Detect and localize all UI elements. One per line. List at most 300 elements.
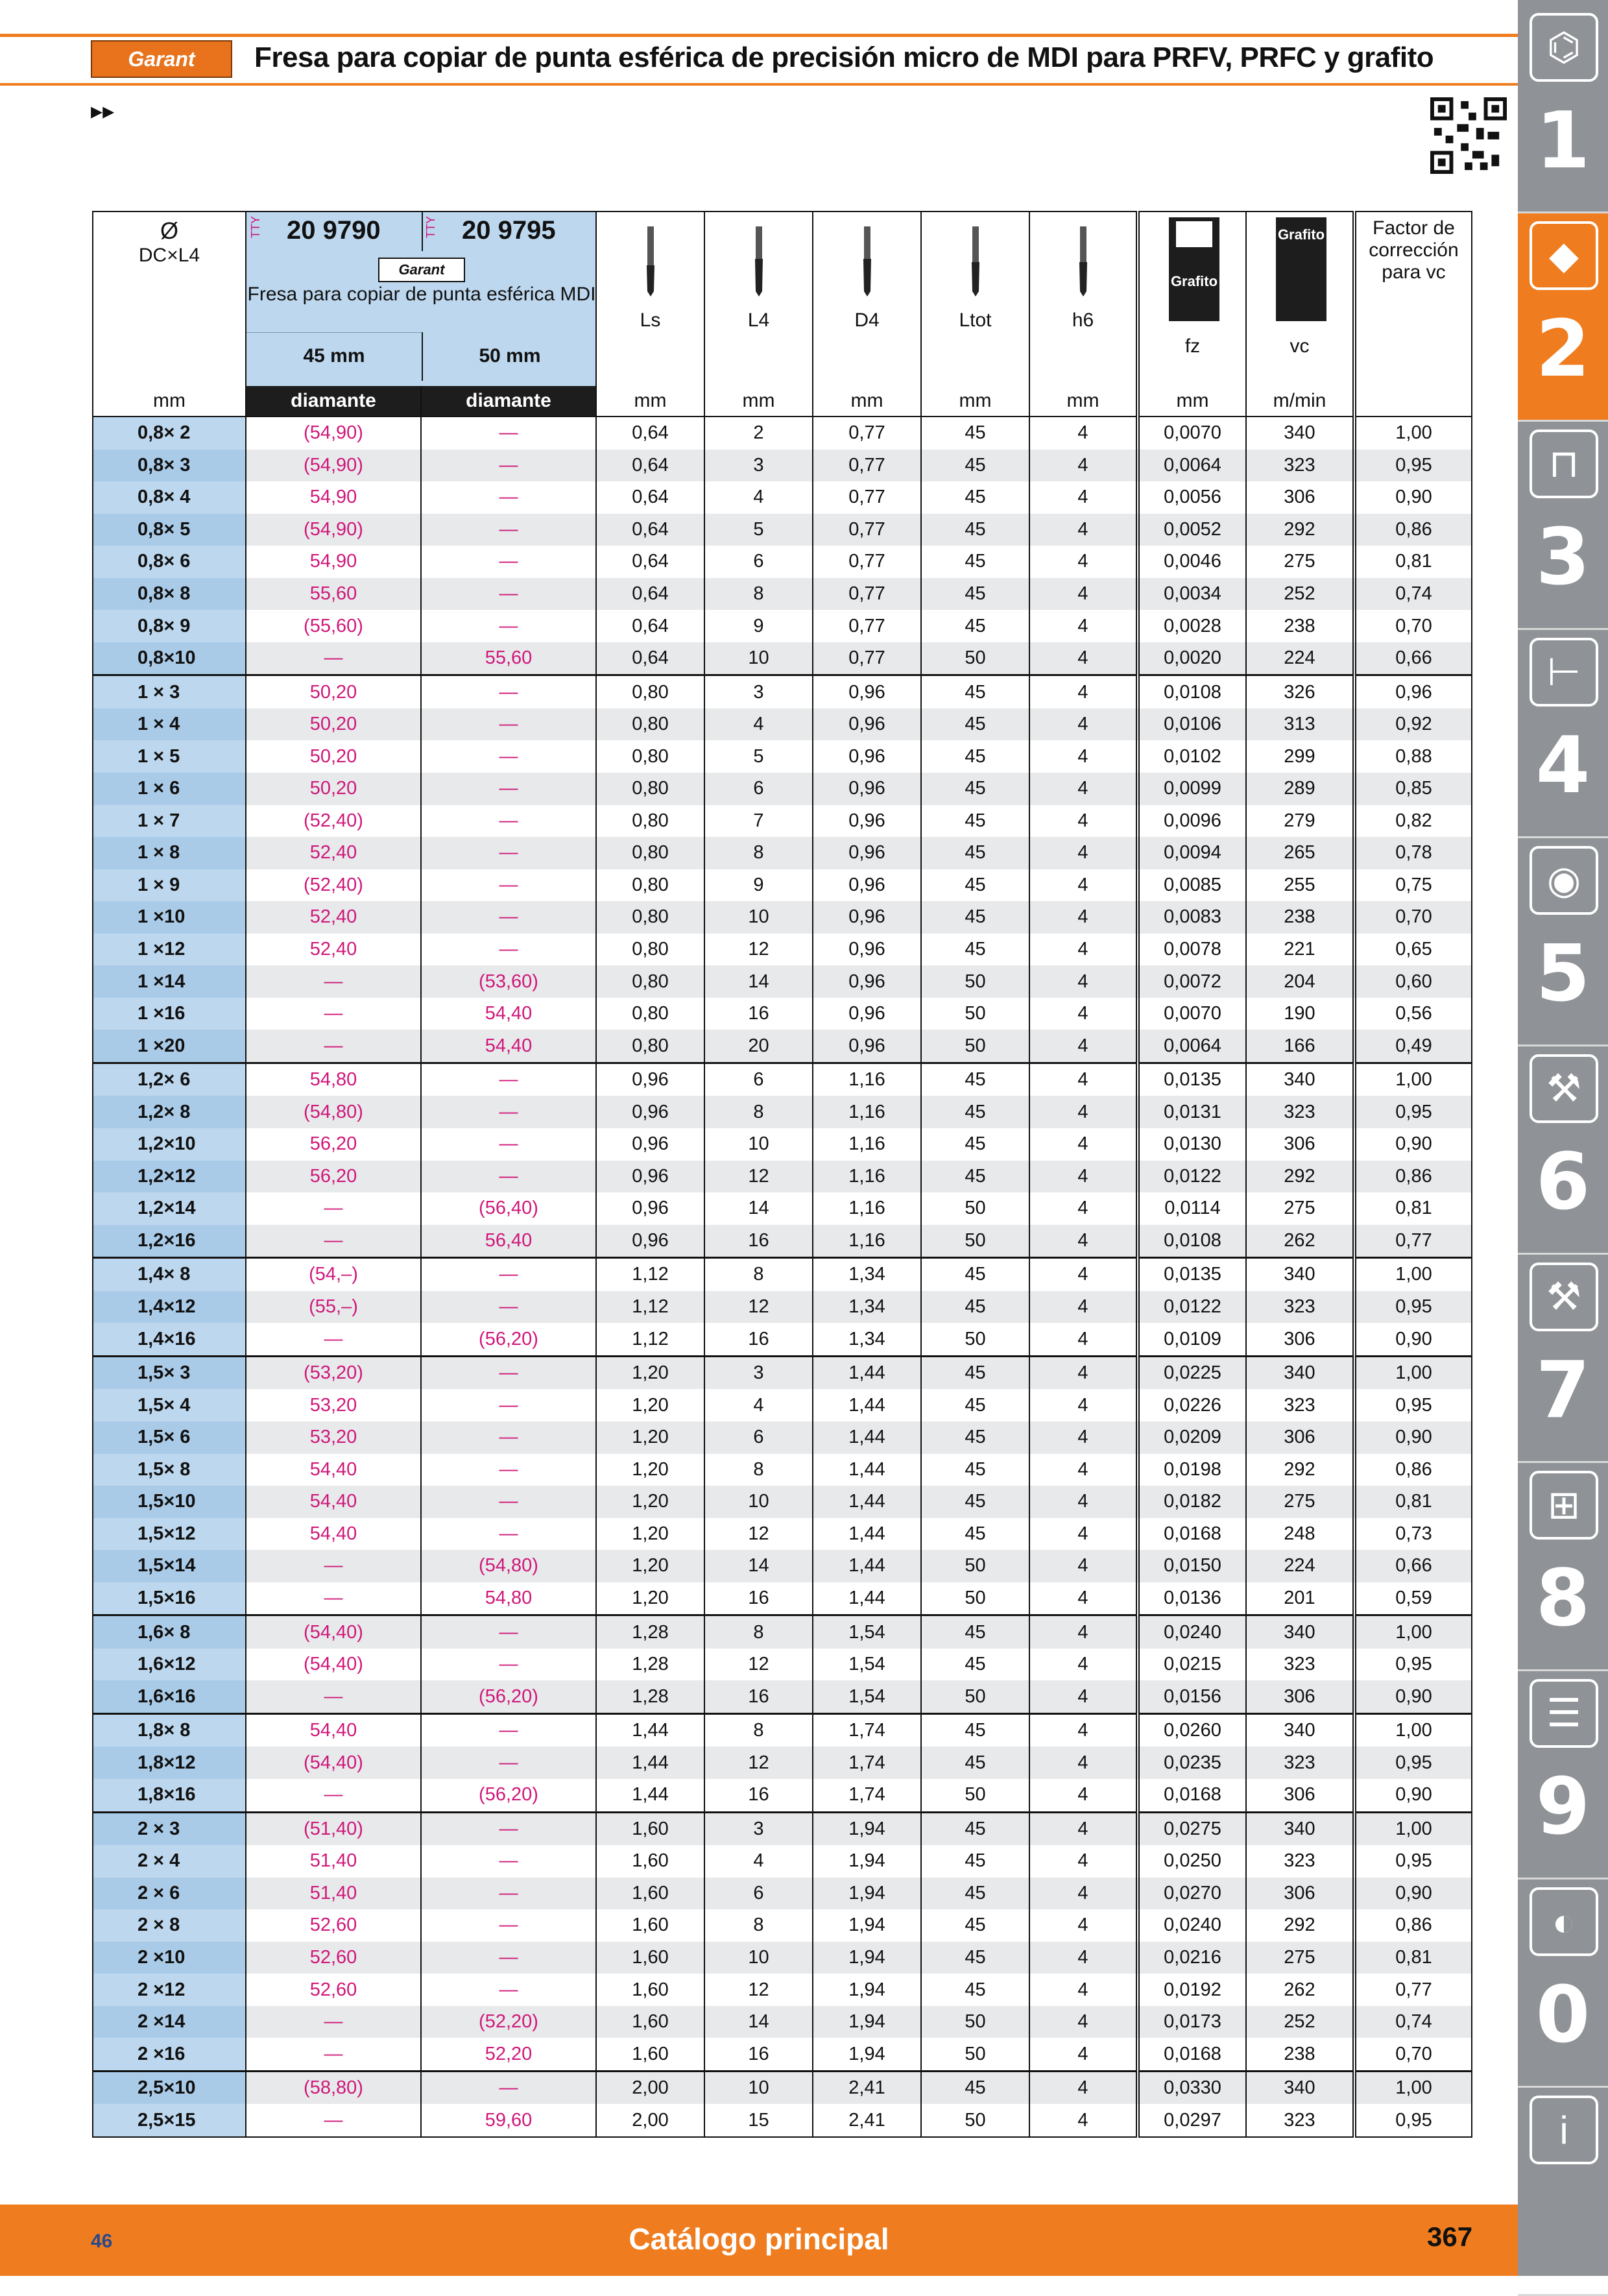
price-cell: 53,20	[246, 1389, 421, 1421]
value-cell: 0,90	[1354, 1323, 1472, 1356]
value-cell: 4	[1029, 1486, 1138, 1518]
value-cell: 4	[1029, 2104, 1138, 2137]
value-cell: 0,70	[1354, 901, 1472, 934]
value-cell: 1,94	[813, 1878, 921, 1910]
value-cell: 0,64	[596, 546, 704, 578]
value-cell: 45	[921, 1845, 1029, 1878]
article-number-209795: 20 9795	[462, 216, 556, 245]
dimension-cell: 1,5×12	[93, 1518, 246, 1551]
unit-ltot: mm	[921, 386, 1029, 417]
price-cell: —	[421, 1063, 596, 1096]
price-cell: —	[421, 1389, 596, 1421]
value-cell: 279	[1246, 805, 1354, 838]
dimension-cell: 1,6×12	[93, 1649, 246, 1681]
table-row	[93, 546, 1472, 578]
value-cell: 4	[1029, 869, 1138, 902]
value-cell: 45	[921, 481, 1029, 514]
wrench-icon: ⚒	[1530, 1054, 1598, 1123]
value-cell: 201	[1246, 1582, 1354, 1615]
value-cell: 1,16	[813, 1225, 921, 1258]
value-cell: 1,44	[813, 1518, 921, 1551]
sidebar-tab-number: 0	[1535, 1970, 1590, 2060]
value-cell: 45	[921, 610, 1029, 642]
price-cell: 54,90	[246, 481, 421, 514]
table-row	[93, 1161, 1472, 1193]
value-cell: 0,70	[1354, 610, 1472, 642]
value-cell: 0,0135	[1138, 1258, 1246, 1291]
value-cell: 0,96	[596, 1128, 704, 1161]
value-cell: 0,80	[596, 998, 704, 1030]
value-cell: 1,94	[813, 1845, 921, 1878]
dimension-cell: 1 × 8	[93, 837, 246, 869]
value-cell: 0,64	[596, 610, 704, 642]
value-cell: 1,34	[813, 1291, 921, 1323]
value-cell: 306	[1246, 1779, 1354, 1812]
page-title: Fresa para copiar de punta esférica de precisión micro de MDI para PRFV, PRFC y grafito	[254, 42, 1434, 73]
value-cell: 16	[704, 998, 813, 1030]
value-cell: 10	[704, 901, 813, 934]
value-cell: 0,0099	[1138, 773, 1246, 805]
price-cell: —	[421, 1878, 596, 1910]
value-cell: 4	[1029, 1518, 1138, 1551]
value-cell: 1,74	[813, 1713, 921, 1746]
value-cell: 4	[1029, 1161, 1138, 1193]
value-cell: 45	[921, 1713, 1029, 1746]
value-cell: 1,94	[813, 1909, 921, 1942]
value-cell: 14	[704, 1550, 813, 1582]
value-cell: 4	[1029, 1291, 1138, 1323]
table-row	[93, 578, 1472, 610]
table-row	[93, 1779, 1472, 1812]
value-cell: 255	[1246, 869, 1354, 902]
dimension-cell: 2 × 3	[93, 1812, 246, 1845]
sidebar-tab-9[interactable]	[1518, 1671, 1608, 1879]
value-cell: 0,96	[813, 708, 921, 741]
price-cell: (56,20)	[421, 1323, 596, 1356]
value-cell: 0,0240	[1138, 1909, 1246, 1942]
sidebar-tab-number: 2	[1535, 304, 1590, 394]
value-cell: 0,75	[1354, 869, 1472, 902]
value-cell: 0,0275	[1138, 1812, 1246, 1845]
price-cell: —	[421, 1258, 596, 1291]
value-cell: 1,12	[596, 1323, 704, 1356]
value-cell: 1,60	[596, 2038, 704, 2071]
value-cell: 0,0173	[1138, 2006, 1246, 2038]
article-number-209790: 20 9790	[287, 216, 381, 245]
value-cell: 0,65	[1354, 934, 1472, 966]
header-articles: TTY 20 9790 TTY 20 9795 Garant Fresa para copiar de punta esférica MDI 45 mm 50 mm	[246, 211, 596, 386]
price-cell: (54,40)	[246, 1615, 421, 1649]
price-cell: (56,40)	[421, 1192, 596, 1225]
price-cell: —	[421, 1096, 596, 1128]
value-cell: 7	[704, 805, 813, 838]
value-cell: 275	[1246, 546, 1354, 578]
table-row	[93, 417, 1472, 450]
price-cell: —	[421, 1845, 596, 1878]
price-cell: 54,40	[246, 1454, 421, 1486]
value-cell: 12	[704, 934, 813, 966]
table-row	[93, 1649, 1472, 1681]
value-cell: 1,20	[596, 1389, 704, 1421]
dimension-cell: 1,4×12	[93, 1291, 246, 1323]
price-cell: 52,40	[246, 837, 421, 869]
value-cell: 45	[921, 1974, 1029, 2006]
price-cell: (52,40)	[246, 805, 421, 838]
value-cell: 4	[1029, 740, 1138, 773]
price-cell: 50,20	[246, 708, 421, 741]
value-cell: 1,20	[596, 1454, 704, 1486]
value-cell: 0,0156	[1138, 1680, 1246, 1713]
table-row	[93, 740, 1472, 773]
price-cell: —	[421, 481, 596, 514]
value-cell: 4	[704, 1389, 813, 1421]
value-cell: 45	[921, 1356, 1029, 1389]
price-cell: —	[246, 2038, 421, 2071]
qr-code-icon	[1430, 97, 1507, 174]
value-cell: 1,44	[813, 1486, 921, 1518]
value-cell: 16	[704, 2038, 813, 2071]
value-cell: 0,95	[1354, 1096, 1472, 1128]
value-cell: 4	[1029, 1812, 1138, 1845]
dimension-cell: 1 ×20	[93, 1030, 246, 1063]
price-cell: —	[246, 1550, 421, 1582]
dimension-cell: 2 ×10	[93, 1942, 246, 1974]
value-cell: 10	[704, 1128, 813, 1161]
dimension-cell: 2,5×10	[93, 2071, 246, 2104]
value-cell: 0,95	[1354, 1746, 1472, 1779]
value-cell: 8	[704, 1258, 813, 1291]
value-cell: 204	[1246, 965, 1354, 998]
value-cell: 50	[921, 642, 1029, 675]
value-cell: 306	[1246, 481, 1354, 514]
price-cell: —	[421, 1812, 596, 1845]
value-cell: 0,0108	[1138, 1225, 1246, 1258]
sidebar-tab-1[interactable]	[1518, 5, 1608, 213]
sidebar-tab-info[interactable]	[1518, 2088, 1608, 2205]
value-cell: 1,20	[596, 1421, 704, 1454]
value-cell: 50	[921, 1030, 1029, 1063]
value-cell: 8	[704, 578, 813, 610]
value-cell: 0,96	[813, 773, 921, 805]
value-cell: 45	[921, 417, 1029, 450]
value-cell: 0,59	[1354, 1582, 1472, 1615]
dimension-cell: 1 ×16	[93, 998, 246, 1030]
value-cell: 0,96	[596, 1096, 704, 1128]
value-cell: 1,60	[596, 1942, 704, 1974]
value-cell: 0,0198	[1138, 1454, 1246, 1486]
value-cell: 0,96	[596, 1063, 704, 1096]
value-cell: 0,78	[1354, 837, 1472, 869]
price-cell: 54,40	[421, 1030, 596, 1063]
value-cell: 1,44	[813, 1421, 921, 1454]
value-cell: 0,77	[813, 450, 921, 482]
price-cell: —	[421, 1421, 596, 1454]
price-cell: —	[246, 1192, 421, 1225]
value-cell: 0,82	[1354, 805, 1472, 838]
price-cell: (54,80)	[246, 1096, 421, 1128]
unit-ls: mm	[596, 386, 704, 417]
value-cell: 45	[921, 773, 1029, 805]
table-row	[93, 1454, 1472, 1486]
value-cell: 323	[1246, 1746, 1354, 1779]
price-cell: 55,60	[421, 642, 596, 675]
value-cell: 0,64	[596, 417, 704, 450]
value-cell: 1,94	[813, 1812, 921, 1845]
price-cell: (54,40)	[246, 1649, 421, 1681]
dimension-cell: 1,5×10	[93, 1486, 246, 1518]
safety-gear-icon: ◐	[1530, 1887, 1598, 1956]
value-cell: 0,0102	[1138, 740, 1246, 773]
sidebar-tab-7[interactable]	[1518, 1255, 1608, 1462]
value-cell: 1,20	[596, 1550, 704, 1582]
value-cell: 45	[921, 578, 1029, 610]
dimension-cell: 1,4× 8	[93, 1258, 246, 1291]
sidebar-tab-4[interactable]	[1518, 630, 1608, 838]
value-cell: 306	[1246, 1680, 1354, 1713]
value-cell: 0,0225	[1138, 1356, 1246, 1389]
value-cell: 8	[704, 837, 813, 869]
value-cell: 340	[1246, 1063, 1354, 1096]
price-cell: —	[421, 1291, 596, 1323]
value-cell: 4	[1029, 773, 1138, 805]
table-row	[93, 1128, 1472, 1161]
value-cell: 1,44	[596, 1713, 704, 1746]
value-cell: 0,0150	[1138, 1550, 1246, 1582]
value-cell: 4	[1029, 1942, 1138, 1974]
sidebar-tab-8[interactable]	[1518, 1463, 1608, 1671]
value-cell: 6	[704, 773, 813, 805]
value-cell: 0,86	[1354, 1909, 1472, 1942]
table-row	[93, 450, 1472, 482]
value-cell: 4	[1029, 1615, 1138, 1649]
value-cell: 4	[1029, 1680, 1138, 1713]
value-cell: 0,90	[1354, 1421, 1472, 1454]
dimension-cell: 0,8× 9	[93, 610, 246, 642]
value-cell: 1,74	[813, 1746, 921, 1779]
value-cell: 0,96	[813, 675, 921, 708]
value-cell: 0,0070	[1138, 417, 1246, 450]
table-row	[93, 965, 1472, 998]
price-cell: —	[421, 610, 596, 642]
product-table	[92, 211, 1472, 2138]
dimension-cell: 1,2×16	[93, 1225, 246, 1258]
sidebar-tab-3[interactable]	[1518, 422, 1608, 629]
price-cell: 56,20	[246, 1128, 421, 1161]
table-row	[93, 514, 1472, 546]
dimension-cell: 1 × 7	[93, 805, 246, 838]
value-cell: 306	[1246, 1323, 1354, 1356]
price-cell: 50,20	[246, 773, 421, 805]
value-cell: 45	[921, 1746, 1029, 1779]
value-cell: 0,0070	[1138, 998, 1246, 1030]
value-cell: 0,0168	[1138, 1518, 1246, 1551]
value-cell: 0,96	[813, 901, 921, 934]
sidebar-tab-6[interactable]	[1518, 1046, 1608, 1254]
value-cell: 1,00	[1354, 417, 1472, 450]
table-row	[93, 1030, 1472, 1063]
sidebar-tab-number: 4	[1535, 721, 1590, 811]
value-cell: 0,80	[596, 805, 704, 838]
value-cell: 45	[921, 450, 1029, 482]
value-cell: 4	[1029, 1649, 1138, 1681]
value-cell: 1,44	[596, 1779, 704, 1812]
value-cell: 4	[704, 1845, 813, 1878]
value-cell: 0,96	[813, 965, 921, 998]
page-number-left: 46	[91, 2230, 113, 2252]
value-cell: 9	[704, 610, 813, 642]
value-cell: 1,20	[596, 1486, 704, 1518]
value-cell: 0,80	[596, 965, 704, 998]
dimension-cell: 1,4×16	[93, 1323, 246, 1356]
value-cell: 0,96	[813, 805, 921, 838]
value-cell: 45	[921, 1909, 1029, 1942]
table-row	[93, 1323, 1472, 1356]
table-row	[93, 1974, 1472, 2006]
unit-factor	[1354, 386, 1472, 417]
value-cell: 14	[704, 965, 813, 998]
value-cell: 0,96	[596, 1225, 704, 1258]
brand-logo: Garant	[91, 40, 232, 78]
nav-arrows-icon[interactable]: ▸▸	[91, 97, 115, 124]
value-cell: 1,44	[813, 1454, 921, 1486]
value-cell: 1,00	[1354, 2071, 1472, 2104]
value-cell: 1,00	[1354, 1615, 1472, 1649]
dimension-cell: 0,8× 4	[93, 481, 246, 514]
value-cell: 0,74	[1354, 578, 1472, 610]
value-cell: 4	[1029, 1356, 1138, 1389]
value-cell: 0,90	[1354, 1779, 1472, 1812]
value-cell: 0,96	[813, 1030, 921, 1063]
header-ltot: Ltot	[921, 211, 1029, 386]
value-cell: 275	[1246, 1192, 1354, 1225]
price-cell: —	[421, 1356, 596, 1389]
table-row	[93, 1486, 1472, 1518]
value-cell: 50	[921, 2038, 1029, 2071]
price-cell: (54,90)	[246, 417, 421, 450]
value-cell: 45	[921, 1942, 1029, 1974]
value-cell: 4	[1029, 610, 1138, 642]
value-cell: 4	[1029, 546, 1138, 578]
value-cell: 166	[1246, 1030, 1354, 1063]
price-cell: —	[421, 1942, 596, 1974]
value-cell: 0,0056	[1138, 481, 1246, 514]
value-cell: 0,77	[813, 514, 921, 546]
value-cell: 0,95	[1354, 450, 1472, 482]
value-cell: 50	[921, 965, 1029, 998]
header-l4: L4	[704, 211, 813, 386]
value-cell: 45	[921, 708, 1029, 741]
value-cell: 190	[1246, 998, 1354, 1030]
value-cell: 292	[1246, 1161, 1354, 1193]
sidebar-tab-0[interactable]	[1518, 1879, 1608, 2087]
value-cell: 0,70	[1354, 2038, 1472, 2071]
value-cell: 0,77	[1354, 1225, 1472, 1258]
value-cell: 4	[1029, 965, 1138, 998]
value-cell: 224	[1246, 642, 1354, 675]
value-cell: 45	[921, 1096, 1029, 1128]
value-cell: 0,0108	[1138, 675, 1246, 708]
value-cell: 0,77	[813, 642, 921, 675]
value-cell: 1,60	[596, 1909, 704, 1942]
value-cell: 0,80	[596, 675, 704, 708]
dimension-cell: 1,6× 8	[93, 1615, 246, 1649]
value-cell: 4	[1029, 1582, 1138, 1615]
price-cell: 52,40	[246, 901, 421, 934]
cabinet-icon: ☰	[1530, 1679, 1598, 1748]
value-cell: 6	[704, 1421, 813, 1454]
milling-insert-icon: ◆	[1530, 221, 1598, 290]
value-cell: 8	[704, 1909, 813, 1942]
price-cell: 56,40	[421, 1225, 596, 1258]
value-cell: 4	[1029, 1389, 1138, 1421]
sidebar-tab-number: 7	[1535, 1346, 1590, 1436]
value-cell: 45	[921, 1063, 1029, 1096]
price-cell: (54,–)	[246, 1258, 421, 1291]
value-cell: 1,16	[813, 1161, 921, 1193]
value-cell: 12	[704, 1161, 813, 1193]
value-cell: 12	[704, 1291, 813, 1323]
dimension-cell: 1,5× 4	[93, 1389, 246, 1421]
header-fz: Grafito fz	[1138, 211, 1246, 386]
value-cell: 45	[921, 2071, 1029, 2104]
value-cell: 4	[1029, 514, 1138, 546]
price-cell: (54,40)	[246, 1746, 421, 1779]
value-cell: 0,0046	[1138, 546, 1246, 578]
price-cell: (56,20)	[421, 1680, 596, 1713]
dimension-cell: 0,8× 6	[93, 546, 246, 578]
value-cell: 0,90	[1354, 1680, 1472, 1713]
price-cell: (52,40)	[246, 869, 421, 902]
value-cell: 299	[1246, 740, 1354, 773]
value-cell: 4	[1029, 934, 1138, 966]
value-cell: 4	[1029, 2071, 1138, 2104]
value-cell: 0,0136	[1138, 1582, 1246, 1615]
value-cell: 45	[921, 1454, 1029, 1486]
sidebar-tab-5[interactable]	[1518, 838, 1608, 1046]
table-row	[93, 1680, 1472, 1713]
value-cell: 0,0064	[1138, 450, 1246, 482]
value-cell: 45	[921, 546, 1029, 578]
value-cell: 0,0131	[1138, 1096, 1246, 1128]
sidebar-tab-2[interactable]	[1518, 213, 1608, 421]
value-cell: 2,00	[596, 2071, 704, 2104]
price-cell: —	[421, 773, 596, 805]
drill-icon: ⌬	[1530, 13, 1598, 82]
price-cell: —	[421, 1615, 596, 1649]
table-row	[93, 2038, 1472, 2071]
value-cell: 340	[1246, 417, 1354, 450]
value-cell: 0,81	[1354, 1942, 1472, 1974]
value-cell: 1,44	[813, 1582, 921, 1615]
value-cell: 0,0034	[1138, 578, 1246, 610]
value-cell: 14	[704, 1192, 813, 1225]
value-cell: 292	[1246, 1909, 1354, 1942]
value-cell: 16	[704, 1779, 813, 1812]
value-cell: 0,0122	[1138, 1291, 1246, 1323]
price-cell: —	[421, 1713, 596, 1746]
value-cell: 1,94	[813, 2006, 921, 2038]
dimension-cell: 1 × 6	[93, 773, 246, 805]
value-cell: 0,80	[596, 740, 704, 773]
value-cell: 275	[1246, 1942, 1354, 1974]
value-cell: 50	[921, 1225, 1029, 1258]
price-cell: 54,80	[421, 1582, 596, 1615]
value-cell: 4	[1029, 481, 1138, 514]
value-cell: 4	[1029, 1225, 1138, 1258]
dimension-cell: 1 × 4	[93, 708, 246, 741]
value-cell: 1,94	[813, 1974, 921, 2006]
price-cell: 51,40	[246, 1878, 421, 1910]
